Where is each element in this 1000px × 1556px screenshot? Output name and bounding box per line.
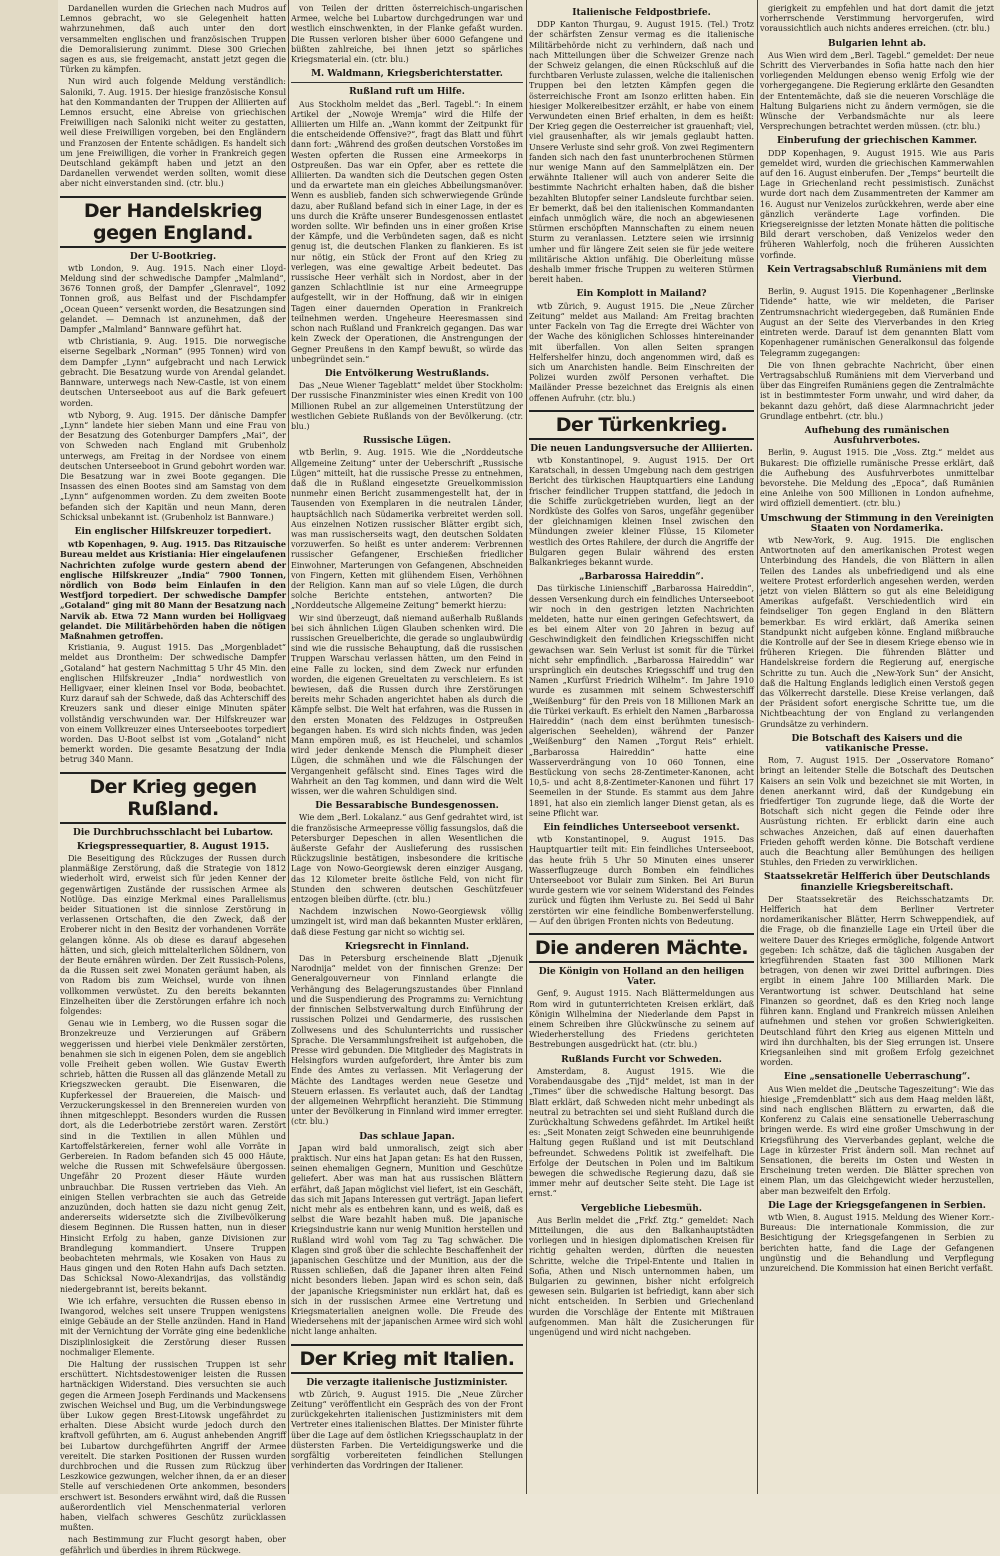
section-heading: Der Krieg mit Italien.: [291, 1344, 523, 1374]
subheading: Umschwung der Stimmung in den Vereinigten Staaten von Nordamerika.: [760, 513, 994, 534]
paragraph: Die Beseitigung des Rückzuges der Russen durch planmäßige Zerstörung, daß die Strategie von 1812 wiederholt wird, erweist sich für jeden Kenner der gegenwärtigen Zustände der russischen Armee als Notlüge. Das einzige Merkmal eines Parallelismus beider Situationen ist die sinnlose Zerstörung in verlassenen Ortschaften, die den Zweck, daß der Eroberer nicht in den Besitz der vorhandenen Vorräte gelangen könne. Als ob diese es darauf abgesehen hätten, und sich, gleich mittelalterlichen Söldnern, von der Beute ernähren würden. Der Zeit Russisch-Polens, da die Russen seit zwei Monaten geräumt haben, als von Radom bis zum Weichsel, wurde von ihnen vollkommen verwüstet. Zu den bereits bekannten Einzelheiten über die Zerstörungen erfahre ich noch folgendes:: [60, 854, 286, 1017]
paragraph: Berlin, 9. August 1915. Die „Voss. Ztg.“ meldet aus Bukarest: Die offizielle rumänische Presse erklärt, daß die Aufhebung des Ausfuhrverbotes unmittelbar bevorstehe. Die Meldung des „Epoca“, daß Rumänien eine Anleihe von 500 Millionen in London aufnehme, wird offiziell dementiert. (ctr. blu.): [760, 448, 994, 509]
paragraph: Genf, 9. August 1915. Nach Blättermeldungen aus Rom wird in gutunterrichteten Kreisen erklärt, daß Königin Wilhelmina der Niederlande dem Papst in einem Schreiben ihre Glückwünsche zu seinem auf Wiederherstellung des Friedens gerichteten Bestrebungen ausgedrückt hat. (ctr. blu.): [529, 989, 754, 1050]
paragraph: Aus Stockholm meldet das „Berl. Tagebl.“: In einem Artikel der „Nowoje Wremja“ wird die Hilfe der Alliierten um Hilfe an. „Wann kommt der Zeitpunkt für die entscheidende Offensive?“, fragt das Blatt und führt dann fort: „Während des großen deutschen Vorstoßes im Westen opferten die Russen eine Armeekorps in Ostpreußen. Das war ein Opfer, aber es rettete die Alliierten. Da wandten sich die Deutschen gegen Osten und da erwartete man ein gleiches Abbeilungsmanöver. Wenn es ausblieb, fanden sich schwerwiegende Gründe dazu, aber Rußland befand sich in einer Lage, in der es uns durch die Kräfte unserer Bundesgenossen entlastet worden sollte. Wir befinden uns in einer großen Krise der Kämpfe, und die Verbündeten sagen, daß es nicht genug ist, die deutschen Flanken zu flankieren. Es ist nur nötig, ein Stück der Front auf den Krieg zu verlegen, was eine gewaltige Arbeit bedeutet. Das russische Heer verhält sich in Nordost, aber in der ganzen Schlachtlinie ist nur eine Armeegruppe aufgestellt, wir in der Hoffnung, daß wir in einigen Tagen einer dauernden Operation in Frankreich teilnehmen werden. Ungeheure Heeresmassen sind schon nach Rußland und Frankreich gegangen. Das war kein Zweck der Operationen, die Anstrengungen der Gegner Preußens in den Kampf bewußt, so würde das unbegründet sein.“: [291, 99, 523, 364]
paragraph: wtb Berlin, 9. Aug. 1915. Wie die „Norddeutsche Allgemeine Zeitung“ unter der Ueberschrift „Russische Lügen“ mitteilt, hat die russische Presse zu entnehmen, daß die in Rußland eingesetzte Greuelkommission nunmehr einen Bericht zusammengestellt hat, der in Tausenden von Exemplaren in die neutralen Länder, hauptsächlich nach Südamerika verbreitet werden soll. Aus einzelnen Notizen russischer Blätter ergibt sich, was man russischerseits wagt, den deutschen Soldaten vorzuwerfen. So heißt es unter anderem: Verbrennen russischer Gefangener, Erschießen friedlicher Einwohner, Marterungen von Gefangenen, Abschneiden von Fingern, Ketten mit glühendem Eisen, Verhöhnen der Religion. Kann man auf so viele Lügen, die durch solche Berichte entstehen, antworten? Die „Norddeutsche Allgemeine Zeitung“ bemerkt hierzu:: [291, 448, 523, 611]
column-1: [60, 4, 286, 1555]
paragraph: wtb Konstantinopel, 9. August 1915. Der Ort Karatschali, in dessen Umgebung nach dem gestrigen Bericht des türkischen Hauptquartiers eine Landung frischer feindlicher Truppen stattfand, die jedoch in die Schiffe zurückgetrieben wurden, liegt an der Nordküste des Golfes von Saros, ungefähr gegenüber der gleichnamigen kleinen Insel zwischen den Mündungen zweier kleiner Flüsse, 15 Kilometer westlich des Ortes Rahilere, der durch die Angriffe der Bulgaren gegen Bulair während des ersten Balkankrieges bekannt wurde.: [529, 455, 754, 567]
subheading: Die Königin von Holland an den heiligen Vater.: [538, 967, 745, 988]
paragraph: wtb London, 9. Aug. 1915. Nach einer Lloyd-Meldung sind der schwedische Dampfer „Malmland“, 3676 Tonnen groß, der Dampfer „Glenravel“, 1092 Tonnen groß, aus Belfast und der Fischdampfer „Ocean Queen“ versenkt worden, die Besatzungen sind gelandet. — Demnach ist anzunehmen, daß der Dampfer „Malmland“ Bannware geführt hat.: [60, 263, 286, 335]
subheading: Ein englischer Hilfskreuzer torpediert.: [74, 526, 272, 537]
subheading: Rußland ruft um Hilfe.: [349, 87, 465, 98]
paragraph: Berlin, 9. August 1915. Die Kopenhagener „Berlinske Tidende“ hatte, wie wir meldeten, die Pariser Zentrumsnachricht wiedergegeben, daß Rumänien Ende August an der Seite des Vierverbandes in den Krieg eintreten werde. Darauf ist dem genannten Blatt vom Kopenhagener rumänischen Generalkonsul das folgende Telegramm zugegangen:: [760, 287, 994, 358]
subheading: Bulgarien lehnt ab.: [827, 38, 927, 49]
paragraph: Nun wird auch folgende Meldung verständlich: Saloniki, 7. Aug. 1915. Der hiesige französische Konsul hat den Kommandanten der Truppen der Alliierten auf Lemnos ersucht, eine Abreise von griechischen Freiwilligen nach Saloniki nicht weiter zu gestatten, weil diese Freiwilligen vorgeben, bei den Engländern und Franzosen der Entente schädigen. Es handelt sich um jene Freiwilligen, die vorher in Frankreich gegen Deutschland gekämpft haben und jetzt an den Dardanellen verwendet werden sollten, womit diese aber nicht einverstanden sind. (ctr. blu.): [60, 77, 286, 189]
dateline: Kriegspressequartier, 8. August 1915.: [76, 841, 270, 852]
paragraph: Rom, 7. August 1915. Der „Osservatore Romano“ bringt an leitender Stelle die Botschaft des Deutschen Kaisers an sein Volk und bezeichnet sie mit Worten, in denen anerkannt wird, daß der Kundgebung ein friedfertiger Ton zugrunde liege, daß die Worte der Botschaft sich nicht gegen die Feinde oder ihre Ausrüstung richten. Er erblickt darin eine auch schwaches Anzeichen, daß auf einen dauerhaften Frieden gehofft werden könne. Die Botschaft verdiene auch die Beachtung aller Bemühungen des heiligen Stuhles, den Frieden zu verwirklichen.: [760, 756, 994, 868]
divider: [291, 82, 523, 83]
subheading: Einberufung der griechischen Kammer.: [777, 136, 977, 147]
paragraph: Das in Petersburg erscheinende Blatt „Djenuik Narodnija“ meldet von der finnischen Grenze: Der Generalgouverneur von Finnland erlangte die Verhängung des Belagerungszustandes über Finnland und die Suspendierung des Programms zu: Vernichtung der finnischen Selbstverwaltung durch Einführung der russischen Polizei und Gendarmerie, des russischen Zollwesens und des Schulunterrichts und russischer Sprache. Die Versammlungsfreiheit ist aufgehoben, die Presse wird gebunden. Die Mitglieder des Magistrats in Helsingfors wurden aufgefordert, ihre Ämter bis zum Ende des Amtes zu verlassen. Mit Verlagerung der Mächte des Landtages werden neue Gesetze und Steuern erlassen. Es verlautet auch, daß der Landtag der allgemeinen Wehrpflicht heranzieht. Die Stimmung unter der Bevölkerung in Finnland wird immer erregter. (ctr. blu.): [291, 954, 523, 1127]
subheading: Aufhebung des rumänischen Ausfuhrverbotes.: [804, 425, 950, 447]
column-3: [529, 4, 754, 1490]
subheading: Die Lage der Kriegsgefangenen in Serbien.: [768, 1200, 986, 1211]
paragraph: Wie ich erfahre, versuchten die Russen ebenso in Iwangorod, welches seit unsere Truppen wenigstens einige Gebäude an der Stelle anzünden. Hand in Hand mit der Vernichtung der Vorräte ging eine bedenkliche Disziplinlosigkeit die Zerstörung dieser Russen nochmaliger Elemente.: [60, 1296, 286, 1357]
paragraph: Das „Neue Wiener Tageblatt“ meldet über Stockholm: Der russische Finanzminister wies einen Kredit von 100 Millionen Rubel an zur allgemeinen Unterstützung der westlichen Gebiete Rußlands von der Bevölkerung. (ctr. blu.): [291, 381, 523, 431]
paragraph: DDP Kanton Thurgau, 9. August 1915. (Tel.) Trotz der schärfsten Zensur vermag es die italienische Militärbehörde nicht zu verhindern, daß nach und nach Mitteilungen über die Schweizer Grenze nach der Schweiz gelangen, die einen Rückschluß auf die furchtbaren Verluste zulassen, welche die italienischen Truppen bei den letzten Kämpfen gegen die österreichische Front am Isonzo erlitten haben. Ein hiesiger Molkereibesitzer erzählt, er habe von einem Verwundeten einen Brief erhalten, in dem es heißt: Der Krieg gegen die Oesterreicher ist grauenhaft; viel, viel grausenhafter, als wir jemals geglaubt hatten. Unsere Verluste sind sehr groß. Von zwei Regimentern fanden sich nach den fast ununterbrochenen Stürmen nur wenige Mann auf den Sammelplätzen ein. Der erwähnte Italiener will auch von anderer Seite die bestimmte Nachricht erhalten haben, daß die bisher bezahlten Blutopfer seiner Landsleute furchtbar seien. Er bemerkt, daß bei den italienischen Kommandanten einfach unmöglich wäre, die noch an abgewiesenen Stürmen erschöpften Mannschaften zu einem neuen Sturm zu veranlassen. Letztere seien wie irrsinnig umher und für längere Zeit seien sie für jede weitere militärische Aktion unfähig. Die Oberleitung müsse deshalb immer frische Truppen zu weiteren Stürmen bereit haben.: [529, 20, 754, 285]
column-4: [760, 4, 994, 1490]
paragraph: wtb Zürich, 9. August 1915. Die „Neue Zürcher Zeitung“ veröffentlicht ein Gespräch des von der Front zurückgekehrten italienischen Justizministers mit dem Vertreter eines italienischen Blattes. Der Minister führte über die Lage auf dem östlichen Kriegsschauplatz in der düstersten Farben. Die Verteidigungswerke und die sorgfältig vorbereiteten feindlichen Stellungen verhinderten das Vordringen der Italiener.: [291, 1389, 523, 1471]
subheading: Der U-Bootkrieg.: [129, 251, 217, 262]
paragraph: Amsterdam, 8. August 1915. Wie die Vorabendausgabe des „Tijd“ meldet, ist man in der „Times“ über die schwedische Haltung besorgt. Das Blatt erklärt, daß Schweden nicht mehr unbedingt als neutral zu betrachten sei und sieht Rußland durch die Zurückhaltung Schwedens gefährdet. Im Artikel heißt es: „Seit Monaten zeigt Schweden eine beunruhigende Haltung gegen Rußland und ist mit Deutschland befreundet. Schwedens Politik ist zweifelhaft. Die Erfolge der Deutschen in Polen und im Baltikum bewegen die schwedische Regierung dazu, daß sie immer mehr auf deutscher Seite steht. Die Lage ist ernst.“: [529, 1066, 754, 1199]
subheading: Die Entvölkerung Westrußlands.: [324, 368, 490, 379]
paragraph: Aus Berlin meldet die „Frkf. Ztg.“ gemeldet: Nach Mitteilungen, die aus den Balkanhauptstädten vorliegen und in hiesigen diplomatischen Kreisen für richtig gehalten werden, dürften die neuesten Schritte, welche die Tripel-Entente und Italien in Sofia, Athen und Nisch unternommen haben, um Bulgarien zu gewinnen, bisher nicht erfolgreich gewesen sein. Bulgarien ist befriedigt, kann aber sich nicht entscheiden. In Serbien und Griechenland wurden die Vorschläge der Entente mit Mißtrauen aufgenommen. Man hält die Zusicherungen für ungenügend und wird nicht nachgeben.: [529, 1215, 754, 1337]
section-heading: Die anderen Mächte.: [529, 933, 754, 963]
subheading: Kriegsrecht in Finnland.: [344, 941, 470, 952]
subheading: Russische Lügen.: [362, 436, 452, 447]
paragraph: wtb Nyborg, 9. Aug. 1915. Der dänische Dampfer „Lynn“ landete hier sieben Mann und eine Frau von der Besatzung des Gotenburger Dampfers „Mai“, der von Schweden nach England mit Grubenholz unterwegs, am Freitag in der Nordsee von einem deutschen Unterseeboot in Grund gebohrt worden war. Die Besatzung war in zwei Boote gegangen. Die Insassen des einen Bootes sind am Samstag von dem „Lynn“ aufgenommen worden. Zu dem zweiten Boote befanden sich der Kapitän und neun Mann, deren Schicksal unbekannt ist. (Grubenholz ist Bannware.): [60, 410, 286, 522]
paragraph: Das türkische Linienschiff „Barbarossa Haireddin“, dessen Versenkung durch ein feindliches Unterseeboot wir noch in den gestrigen letzten Nachrichten meldeten, hatte nur einen geringen Gefechtswert, da es bei einem Alter von 20 Jahren in bezug auf Geschwindigkeit den feindlichen Kriegsschiffen nicht gewachsen war. Sein Verlust ist somit für die Türkei nicht sehr empfindlich. „Barbarossa Haireddin“ war ursprünglich ein deutsches Kriegsschiff und trug den Namen „Kurfürst Friedrich Wilhelm“. Im Jahre 1910 wurde es zusammen mit seinem Schwesterschiff „Weißenburg“ für den Preis von 18 Millionen Mark an die Türkei verkauft. Es erhielt den Namen „Barbarossa Haireddin“ (nach dem einst berühmten tunesisch-algerischen Seehelden), während der Panzer „Weißenburg“ den Namen „Torgut Reis“ erhielt. „Barbarossa Haireddin“ hatte eine Wasserverdrängung von 10 060 Tonnen, eine Bestückung von sechs 28-Zentimeter-Kanonen, acht 10,5- und acht 8,8-Zentimeter-Kanonen und führt 17 Seemeilen in der Stunde. Es stammt aus dem Jahre 1891, hat also ein ziemlich langer Dienst getan, als es seine Pflicht war.: [529, 584, 754, 818]
paragraph: Kristiania, 9. August 1915. Das „Morgenbladet“ meldet aus Drontheim: Der schwedische Dampfer „Gotaland“ hat gestern Nachmittag 5 Uhr 45 Min. den englischen Hilfskreuzer „India“ nordwestlich von Helligvaer, einer kleinen Insel vor Bodø, beobachtet. Kurz darauf sah der Schwede, daß das Achterschiff des Kreuzers sank und dieser einige Minuten später vollständig verschwunden war. Der Hilfskreuzer war von einem Vollkreuzer eines Unterseebootes torpediert worden. Das U-Boot selbst ist vom „Gotaland“ nicht bemerkt worden. Die gesamte Besatzung der India betrug 340 Mann.: [60, 643, 286, 765]
subheading: Die Botschaft des Kaisers und die vatikanische Presse.: [791, 733, 963, 755]
subheading: Staatssekretär Helfferich über Deutschlands finanzielle Kriegsbereitschaft.: [764, 872, 990, 893]
paragraph: Genau wie in Lemberg, wo die Russen sogar die Bronzekreuze und Verzierungen auf Gräbern weggerissen und hierbei viele Denkmäler zerstörten, benahmen sie sich in eigenen Polen, dem sie angeblich volle Freiheit geben wollen. Wie Gustav Ewerth schrieb, hätten die Russen all das glänzende Metall zu Kriegszwecken geraubt. Die Eisenwaren, die Kupferkessel der Brauereien, die Maisch- und Verzuckerungskessel in den Brennereien wurden von ihnen mitgeschleppt. Besonders wurden die Russen dort, als die Lederbotriebe zerstört waren. Zerstört sind in die Textilien in allen Mühlen und Kartoffelstärkereien, ferner wohl alle Vorräte in Gerbereien. In Radom befanden sich 45 000 Häute, welche die Russen mit Schwefelsäure übergossen. Ungefähr 20 Prozent dieser Häute wurden unbrauchbar. Die Russen vertrieben das Vieh. An einigen Stellen verbrachten sie auch das Getreide anzuzünden, doch hatten sie dazu nicht genug Zeit, andererseits widersetzte sich die Zivilbevölkerung diesem Beginnen. Die Russen hatten, nun in dieser Hinsicht Erfolg zu haben, ganze Divisionen zur Brandlegung kommandiert. Unsere Truppen beobachteten mehrmals, wie Kosaken von Haus zu Haus gingen und den Roten Hahn aufs Dach setzten. Das Schicksal Nowo-Alexandrijas, das vollständig niedergebrannt ist, bereits bekannt.: [60, 1019, 286, 1294]
paragraph: wtb Christiania, 9. Aug. 1915. Die norwegische eiserne Segelbark „Norman“ (995 Tonnen) wird von dem Dampfer „Lynn“ aufgebracht und nach Lerwick gebracht. Die Besatzung wurde von Arendal gelandet. Bannware, unterwegs nach New-Castle, ist von einem deutschen Unterseeboot aus auf die Bark gefeuert worden.: [60, 337, 286, 408]
subheading: Die Durchbruchsschlacht bei Lubartow.: [73, 827, 273, 838]
paragraph: wtb New-York, 9. Aug. 1915. Die englischen Antwortnoten auf den amerikanischen Protest wegen Unterbindung des Handels, die von Blättern in allen Teilen des Landes als unbefriedigend und als eine weitere Protest erforderlich angesehen werden, werden jetzt von vielen Blättern so gut als eine Beleidigung Amerikas aufgefaßt. Verschiedentlich wird ein feindseliger Ton gegen England in den Blättern bemerkbar. Es wird erklärt, daß Amerika seinen Standpunkt nicht aufgeben könne. England mißbrauche die Kontrolle auf der See in diesem Kriege ebenso wie in früheren Kriegen. Die führenden Blätter und Handelskreise fordern die Regierung auf, energische Schritte zu tun. Auch die „New-York Sun“ der Ansicht, daß die Haltung Englands lediglich einen Verstoß gegen das Völkerrecht darstelle. Diese Kreise verlangen, daß der Präsident sofort energische Schritte tue, um die Nichtbeachtung der von England zu verlangenden Grundsätze zu verhindern.: [760, 535, 994, 729]
paragraph: Die Haltung der russischen Truppen ist sehr erschüttert. Nichtsdestoweniger leisten die Russen hartnäckigen Widerstand. Dies versuchten sie auch gegen die Armeen Joseph Ferdinands und Mackensens zwischen Weichsel und Bug, um die Verbindungswege über Lukow gegen Brest-Litowsk ungefährdet zu erhalten. Diese Absicht wurde jedoch durch den kraftvoll geführten, am 6. August anhebenden Angriff bei Lubartow durchgeführten Angriff der Armee vereitelt. Die starken Positionen der Russen wurden durchbrochen und die Russen zum Rückzug über Leszkowice gezwungen, welcher ihnen, da er an dieser Stelle auf verschiedenen Orte ankommen, besonders erschwert ist. Besonders erwähnt wird, daß die Russen außerordentlich viel Menschenmaterial verloren haben, vielfach schweres Geschütz zurücklassen mußten.: [60, 1359, 286, 1533]
subheading: „Barbarossa Haireddin“.: [579, 572, 704, 583]
paragraph: Dardanellen wurden die Griechen nach Mudros auf Lemnos gebracht, wo sie Gelegenheit hatten wahrzunehmen, daß auch unter den dort versammelten englischen und französischen Truppen die Demoralisierung zunimmt. Diese 300 Griechen sagen es aus, sie freigemacht, anstatt jetzt gegen die Türken zu kämpfen.: [60, 4, 286, 75]
paragraph: wtb Konstantinopel, 9. August 1915. Das Hauptquartier teilt mit: Ein feindliches Unterseeboot, das heute früh 5 Uhr 50 Minuten eines unserer Wasserflugzeuge durch Bomben ein feindliches Unterseeboot vor Bulair zum Sinken. Bei Ari Burun wurde gestern wie vor seinem Widerstand des Feindes zurück und fügten ihm Verluste zu. Bei Sedd ul Bahr zerstörten wir eine feindliche Bombenwerferstellung. — Auf den übrigen Fronten nichts von Bedeutung.: [529, 835, 754, 926]
paragraph: Die von Ihnen gebrachte Nachricht, über einen Vertragsabschluß Rumäniens mit dem Vierverband und über das Eingreifen Rumäniens gegen die Zentralmächte ist in bestimmtester Form unwahr, und wird daher, da bekannt dazu gehört, daß diese Alarmnachricht jeder Grundlage entbehrt. (ctr. blu.): [760, 360, 994, 421]
column-2: [291, 4, 523, 1490]
column-rule: [288, 0, 289, 1494]
paragraph: gierigkeit zu empfehlen und hat dort damit die jetzt vorherrschende Verstimmung hervorgerufen, wird voraussichtlich auch nichts anderes erreichen. (ctr. blu.): [760, 4, 994, 34]
subheading: Ein Komplott in Mailand?: [576, 289, 707, 300]
subheading: Das schlaue Japan.: [359, 1131, 455, 1142]
paragraph: wtb Wien, 8. August 1915. Meldung des Wiener Korr.-Bureaus: Die internationale Kommission, die zur Besichtigung der Kriegsgefangenen in Serbien zu berichten hatte, fand die Lage der Gefangenen ungünstig und die Behandlung und Verpflegung unzureichend. Die Kommission hat einen Bericht verfaßt.: [760, 1212, 994, 1273]
paragraph: Wie dem „Berl. Lokalanz.“ aus Genf gedrahtet wird, ist die französische Armeepresse völlig fassungslos, daß die Petersburger Depeschen in allen Wesentlichen die äußerste Gefahr der Auslieferung des russischen Rückzugslinie bestätigen, insbesondere die kritische Lage von Nowo-Georgiewsk deren einziger Ausgang, das 12 Kilometer breite östliche Feld, von nicht für Stunden den schweren deutschen Geschützfeuer entzogen bleiben dürfte. (ctr. blu.): [291, 813, 523, 905]
subheading: Rußlands Furcht vor Schweden.: [561, 1054, 722, 1065]
subheading: Die Bessarabische Bundesgenossen.: [315, 801, 499, 812]
section-heading: Der Türkenkrieg.: [529, 410, 754, 440]
byline: M. Waldmann, Kriegsberichterstatter.: [311, 69, 503, 80]
paragraph: wtb Zürich, 9. August 1915. Die „Neue Zürcher Zeitung“ meldet aus Mailand: Am Freitag brachten unter Fackeln von Tag die Erregte drei Wächter von der Wache des königlichen Schlosses hintereinander mit überfallen. Von allen Seiten sprangen Helfershelfer hinzu, doch angenommen wird, daß es sich um Anarchisten handle. Beim Einschreiten der Polizei wurden zwölf Personen verhaftet. Die Mailänder Presse bezeichnet das Ereignis als einen offenen Aufruhr. (ctr. blu.): [529, 301, 754, 403]
subheading: Die verzagte italienische Justizminister.: [306, 1377, 508, 1388]
paragraph: wtb Kopenhagen, 9. Aug. 1915. Das Ritzauische Bureau meldet aus Kristiania: Hier eingelaufenen Nachrichten zufolge wurde gestern abend der englische Hilfskreuzer „India“ 7900 Tonnen, nördlich von Bodø beim Einlaufen in den Westfjord torpediert. Der schwedische Dampfer „Gotaland“ ging mit 80 Mann der Besatzung nach Narvik ab. Etwa 72 Mann wurden bei Holligvaeg gelandet. Die Militärbehörden haben die nötigen Maßnahmen getroffen.: [60, 539, 286, 641]
paragraph: Wir sind überzeugt, daß niemand außerhalb Rußlands bei sich ähnlichen Lügen Glauben schenken wird. Die russischen Greuelberichte, die gerade so unglaubwürdig sind wie die russische Behauptung, daß die russischen Truppen Warschau verlassen hätten, um den Feind in eine Falle zu locken, sind dem Zweck nur erfunden worden, die eigenen Greueltaten zu verschleiern. Es ist bewiesen, daß die Russen durch ihre Zerstörungen bereits mehr Schaden angerichtet haben als durch die Kämpfe selbst. Die Welt hat erfahren, was die Russen in den ersten Monaten des Feldzuges in Ostpreußen begangen haben. Es wird sich nichts finden, was jeden Mann empören muß, es ist Heuchelei, und schamlos wird jeder denkende Mensch die Plumpheit dieser Lügen, die schmähen und wie die Fälschungen der Vergangenheit gefälscht sind. Eines Tages wird die Wahrheit an den Tag kommen, und dann wird die Welt wissen, wer die wahren Schuldigen sind.: [291, 613, 523, 797]
paragraph: Aus Wien wird dem „Berl. Tagebl.“ gemeldet: Der neue Schritt des Vierverbandes in Sofia hatte nach den hier vorliegenden Meldungen ebenso wenig Erfolg wie der vorhergegangene. Die Regierung erklärte den Gesandten der Ententemächte, daß sie die neueren Vorschläge die Haltung Bulgariens nicht zu ändern vermögen, sie die Wünsche der Verbandsmächte nur als leere Versprechungen betrachtet werden müssen. (ctr. blu.): [760, 50, 994, 132]
subheading: Die neuen Landungsversuche der Alliierten.: [530, 443, 753, 454]
paragraph: Nachdem inzwischen Nowo-Georgiewsk völlig umzingelt ist, wird man daß bekannten Muster erklären, daß diese Festung gar nicht so wichtig sei.: [291, 907, 523, 937]
page-margin: [0, 0, 58, 1494]
column-rule: [757, 0, 758, 1494]
subheading: Ein feindliches Unterseeboot versenkt.: [543, 823, 740, 834]
section-heading: Der Krieg gegen Rußland.: [60, 772, 286, 824]
paragraph: Der Staatssekretär des Reichsschatzamts Dr. Helfferich hat dem Berliner Vertreter nordamerikanischer Blätter, Herrn Schweppendiek, auf die Frage, ob die finanzielle Lage ein Urteil über die weitere Dauer des Krieges ermögliche, folgende Antwort gegeben: Ich schätze, daß die täglichen Ausgaben der kriegführenden Staaten fast 300 Millionen Mark betragen, von denen wir zwei Drittel aufbringen. Dies ergibt in einem Jahre 100 Milliarden Mark. Die Verantwortung ist schwer. Deutschland hat seine Finanzen so geordnet, daß es den Krieg noch lange führen kann. England und Frankreich müssen Anleihen aufnehmen und stehen vor großen Schwierigkeiten. Deutschland führt den Krieg aus eigenen Mitteln und wird ihn durchhalten, bis der Sieg errungen ist. Unsere Kriegsanleihen sind mit großem Erfolg gezeichnet worden.: [760, 894, 994, 1068]
subheading: Kein Vertragsabschluß Rumäniens mit dem Vierbund.: [767, 264, 987, 286]
section-heading: Der Handelskrieg gegen England.: [60, 196, 286, 248]
subheading: Italienische Feldpostbriefe.: [572, 8, 711, 18]
paragraph: DDP Kopenhagen, 9. August 1915. Wie aus Paris gemeldet wird, wurden die griechischen Kammerwahlen auf den 16. August einberufen. Der „Temps“ beurteilt die Lage in Griechenland recht pessimistisch. Zunächst wurde dort nach dem Zusammentreten der Kammer am 16. August nur Venizelos zurückkehren, werde aber eine gänzlich veränderte Lage vorfinden. Die Kriegsereignisse der letzten Monate hätten die politische Bild derart verschoben, daß Venizelos weder den früheren Wahlerfolg, noch die früheren Aussichten vorfinde.: [760, 148, 994, 260]
paragraph: nach Bestimmung zur Flucht gesorgt haben, ober gefährlich und überdies in ihrem Rückwege.: [60, 1535, 286, 1555]
paragraph: Aus Wien meldet die „Deutsche Tageszeitung“: Wie das hiesige „Fremdenblatt“ sich aus dem Haag melden läßt, sind nach englischen Blättern zu erwarten, daß die Konferenz zu Calais eine sensationelle Ueberraschung bringen werde. Es wird eine großer Umschwung in der Kriegsführung des Vierverbandes geplant, welche die Lage in kürzester Frist ändern soll. Man rechnet auf Sensationen, die bereits im Osten und Westen in Erscheinung treten werden. Die Blätter sprechen von einem Plan, um das Gleichgewicht wieder herzustellen, aber man bezweifelt den Erfolg.: [760, 1084, 994, 1196]
column-rule: [526, 0, 527, 1494]
subheading: Eine „sensationelle Ueberraschung“.: [783, 1072, 971, 1083]
subheading: Vergebliche Liebesmüh.: [581, 1203, 702, 1214]
paragraph: Japan wird bald unmoralisch, zeigt sich aber praktisch. Nur eins hat Japan getan: Es hat den Russen, seinen ehemaligen Gegnern, Munition und Geschütze geliefert. Aber was man hat aus russischen Blättern erfährt, daß Japan möglichst viel liefert, ist ein Geschäft, das sich mit Japans Interessen gut verträgt. Japan liefert nicht mehr als es entbehren kann, und es weiß, daß es selbst die Ware bezahlt haben muß. Die japanische Kriegsindustrie kann nur wenig Munition herstellen und Rußland wird wohl vom Tag zu Tag schwächer. Die Klagen sind groß über die schlechte Beschaffenheit der japanischen Geschütze und der Munition, aus der die Russen schließen, daß die Japaner ihren alten Feind nicht besonders lieben. Japan wird es schon sein, daß der japanische Kriegsminister nun erklärt hat, daß es sich in der russischen Armee eine Vertretung und Kriegsmaterialien aneignen wolle. Die Freude des Wiedersehens mit der japanischen Armee wird sich wohl nicht lange anhalten.: [291, 1143, 523, 1337]
paragraph: von Teilen der dritten österreichisch-ungarischen Armee, welche bei Lubartow durchgedrungen war und westlich einschwenkten, in der Flanke gefaßt wurden. Die Russen verloren bisher über 6000 Gefangene und büßten zahlreiche, bei ihnen jetzt so spärliches Kriegsmaterial ein. (ctr. blu.): [291, 4, 523, 65]
